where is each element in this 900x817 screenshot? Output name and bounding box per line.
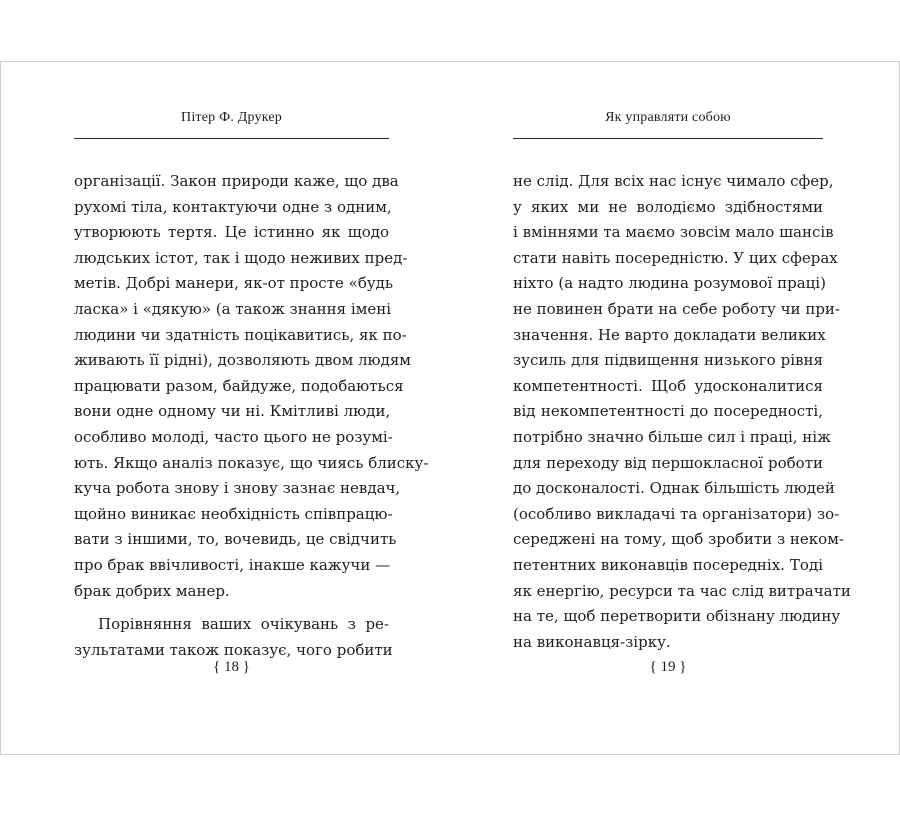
text-line: людських істот, так і щодо неживих пред- bbox=[74, 248, 408, 267]
text-line: утворюють тертя. Це істинно як щодо bbox=[74, 223, 389, 242]
text-line: організації. Закон природи каже, що два bbox=[74, 172, 399, 190]
right-page-text bbox=[513, 169, 851, 655]
text-line: до досконалості. Однак більшість людей bbox=[513, 479, 835, 498]
header-rule bbox=[74, 138, 389, 139]
right-page bbox=[513, 62, 851, 754]
text-line: на виконавця-зірку. bbox=[513, 632, 671, 651]
text-line: брак добрих манер. bbox=[74, 581, 230, 600]
text-line: метів. Добрі манери, як-от просте «будь bbox=[74, 274, 394, 293]
text-line: Порівняння ваших очікувань з ре- bbox=[98, 615, 389, 634]
paragraph-gap bbox=[74, 604, 389, 612]
text-line: стати навіть посередністю. У цих сферах bbox=[513, 248, 838, 267]
text-line: як енергію, ресурси та час слід витрачати bbox=[513, 581, 851, 600]
text-line: (особливо викладачі та організатори) зо- bbox=[513, 504, 840, 523]
text-line: у яких ми не володіємо здібностями bbox=[513, 197, 823, 216]
text-line: людини чи здатність поцікавитись, як по- bbox=[74, 325, 407, 344]
text-line: живають її рідні), дозволяють двом людям bbox=[74, 351, 411, 370]
page-number: { 18 } bbox=[213, 659, 250, 675]
page-number: { 19 } bbox=[649, 659, 687, 675]
text-line: потрібно значно більше сил і праці, ніж bbox=[513, 427, 831, 446]
text-line: вати з іншими, то, вочевидь, це свідчить bbox=[74, 530, 397, 549]
text-line: для переходу від першокласної роботи bbox=[513, 453, 823, 472]
header-rule bbox=[513, 138, 823, 139]
text-line: ніхто (а надто людина розумової праці) bbox=[513, 274, 826, 293]
text-line: і вміннями та маємо зовсім мало шансів bbox=[513, 223, 834, 242]
text-line: не повинен брати на себе роботу чи при- bbox=[513, 299, 840, 318]
text-line: вони одне одному чи ні. Кмітливі люди, bbox=[74, 402, 391, 421]
text-line: куча робота знову і знову зазнає невдач, bbox=[74, 479, 401, 498]
left-page bbox=[74, 62, 429, 754]
text-line: ють. Якщо аналіз показує, що чиясь блиску- bbox=[74, 453, 429, 472]
text-line: не слід. Для всіх нас існує чимало сфер, bbox=[513, 172, 834, 190]
text-line: зусиль для підвищення низького рівня bbox=[513, 351, 823, 370]
text-line: значення. Не варто докладати великих bbox=[513, 325, 826, 344]
book-spread bbox=[0, 61, 900, 755]
text-line: середжені на тому, щоб зробити з неком- bbox=[513, 530, 844, 549]
text-line: від некомпетентності до посередності, bbox=[513, 402, 823, 421]
text-line: ласка» і «дякую» (а також знання імені bbox=[74, 299, 392, 318]
text-line: на те, щоб перетворити обізнану людину bbox=[513, 607, 841, 626]
running-head-title: Як управляти собою bbox=[605, 110, 731, 125]
text-line: зультатами також показує, чого робити bbox=[74, 640, 393, 659]
running-head-author: Пітер Ф. Друкер bbox=[181, 110, 282, 125]
text-line: працювати разом, байдуже, подобаються bbox=[74, 376, 404, 395]
text-line: компетентності. Щоб удосконалитися bbox=[513, 376, 823, 395]
text-line: рухомі тіла, контактуючи одне з одним, bbox=[74, 197, 392, 216]
text-line: петентних виконавців посередніх. Тоді bbox=[513, 555, 823, 574]
text-line: щойно виникає необхідність співпрацю- bbox=[74, 504, 393, 523]
left-page-text bbox=[74, 169, 429, 663]
text-line: особливо молоді, часто цього не розумі- bbox=[74, 427, 393, 446]
text-line: про брак ввічливості, інакше кажучи — bbox=[74, 555, 391, 574]
